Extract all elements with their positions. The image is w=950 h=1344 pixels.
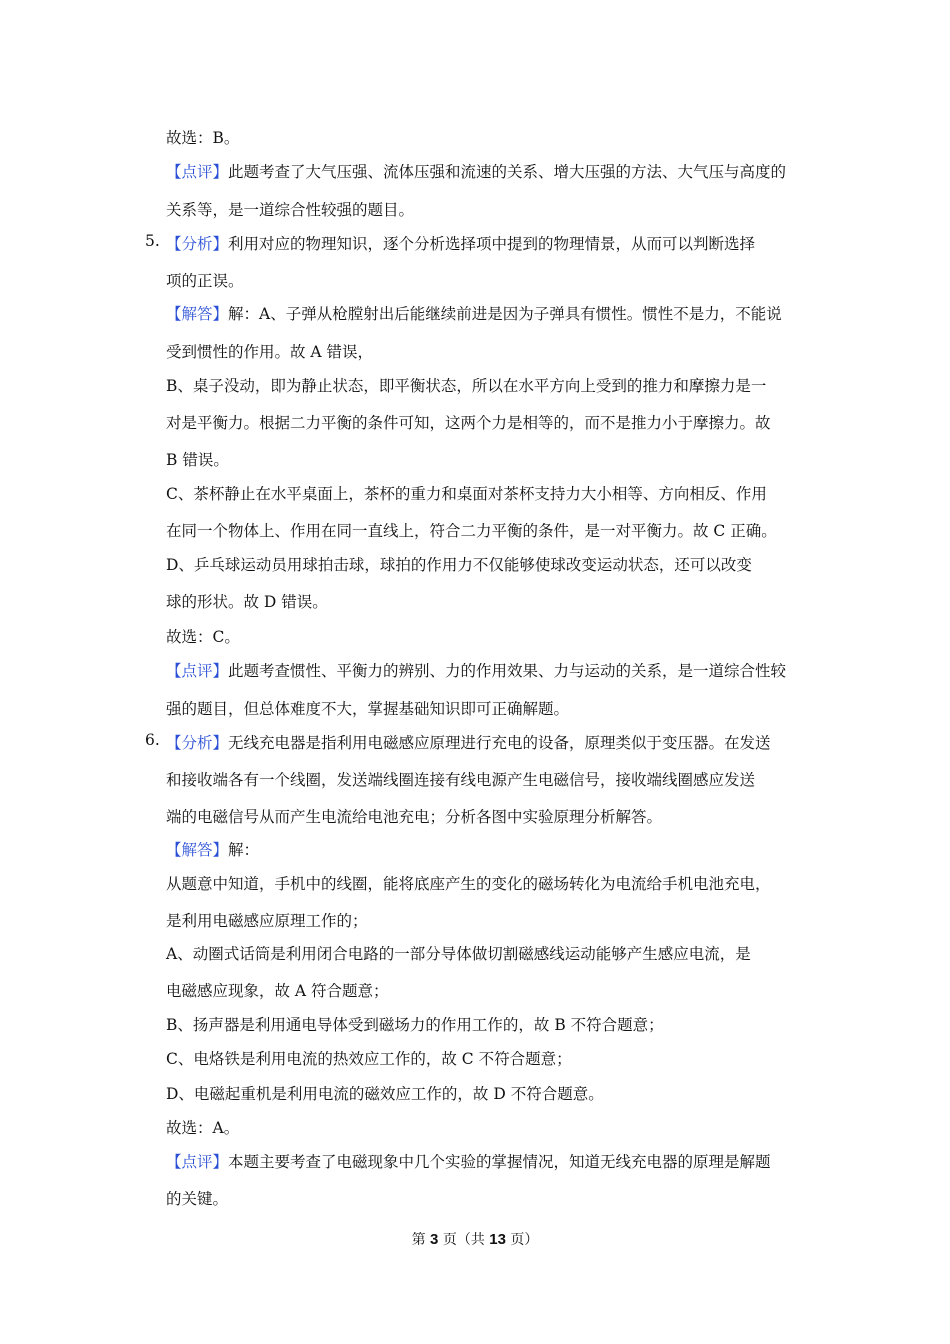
q6-option-a: A、动圈式话筒是利用闭合电路的一部分导体做切割磁感线运动能够产生感应电流，是 (166, 945, 751, 963)
q5-option-c-cont: 在同一个物体上、作用在同一直线上，符合二力平衡的条件，是一对平衡力。故 C 正确。 (166, 522, 777, 540)
q6-option-c: C、电烙铁是利用电流的热效应工作的，故 C 不符合题意； (166, 1050, 572, 1068)
q5-review-cont: 强的题目，但总体难度不大，掌握基础知识即可正确解题。 (166, 700, 570, 718)
q6-option-b: B、扬声器是利用通电导体受到磁场力的作用工作的，故 B 不符合题意； (166, 1016, 664, 1034)
q6-answer-text: 解： (228, 841, 260, 859)
q4-review-cont: 关系等，是一道综合性较强的题目。 (166, 201, 415, 219)
review-tag: 【点评】 (166, 662, 229, 680)
q5-review (166, 659, 786, 681)
q5-analysis (166, 232, 755, 254)
review-tag: 【点评】 (166, 163, 229, 181)
q6-choice: 故选：A。 (166, 1119, 240, 1137)
q5-answer-text: 解：A、子弹从枪膛射出后能继续前进是因为子弹具有惯性。惯性不是力，不能说 (228, 305, 782, 323)
footer-suffix: 页） (505, 1232, 539, 1248)
q5-option-b-end: B 错误。 (166, 451, 229, 469)
q5-answer (166, 302, 782, 324)
q5-answer-cont: 受到惯性的作用。故 A 错误， (166, 343, 374, 361)
q6-review (166, 1150, 771, 1172)
q6-number: 6. (145, 731, 160, 749)
q4-review-text: 此题考查了大气压强、流体压强和流速的关系、增大压强的方法、大气压与高度的 (228, 163, 787, 181)
q6-option-d: D、电磁起重机是利用电流的磁效应工作的，故 D 不符合题意。 (166, 1085, 604, 1103)
q6-analysis-end: 端的电磁信号从而产生电流给电池充电；分析各图中实验原理分析解答。 (166, 808, 663, 826)
q6-analysis (166, 731, 771, 753)
q5-option-c: C、茶杯静止在水平桌面上，茶杯的重力和桌面对茶杯支持力大小相等、方向相反、作用 (166, 485, 767, 503)
q6-option-a-cont: 电磁感应现象，故 A 符合题意； (166, 982, 389, 1000)
q4-choice: 故选：B。 (166, 129, 240, 147)
footer-prefix: 第 (411, 1232, 431, 1248)
q6-analysis-text: 无线充电器是指利用电磁感应原理进行充电的设备，原理类似于变压器。在发送 (228, 734, 771, 752)
footer-middle: 页（共 (438, 1232, 490, 1248)
q6-body-cont: 是利用电磁感应原理工作的； (166, 912, 368, 930)
q6-review-text: 本题主要考查了电磁现象中几个实验的掌握情况，知道无线充电器的原理是解题 (228, 1153, 771, 1171)
q6-analysis-cont: 和接收端各有一个线圈，发送端线圈连接有线电源产生电磁信号，接收端线圈感应发送 (166, 771, 756, 789)
page-footer (0, 1229, 950, 1249)
footer-page-number: 3 (430, 1231, 439, 1248)
q5-analysis-text: 利用对应的物理知识，逐个分析选择项中提到的物理情景，从而可以判断选择 (228, 235, 756, 253)
analysis-tag: 【分析】 (166, 235, 229, 253)
answer-tag: 【解答】 (166, 305, 229, 323)
q5-option-d-cont: 球的形状。故 D 错误。 (166, 593, 328, 611)
q5-choice: 故选：C。 (166, 628, 240, 646)
q5-analysis-cont: 项的正误。 (166, 272, 244, 290)
answer-tag: 【解答】 (166, 841, 229, 859)
review-tag: 【点评】 (166, 1153, 229, 1171)
q5-number: 5. (145, 232, 160, 250)
q5-option-b: B、桌子没动，即为静止状态，即平衡状态，所以在水平方向上受到的推力和摩擦力是一 (166, 377, 767, 395)
q6-review-cont: 的关键。 (166, 1190, 229, 1208)
footer-total-pages: 13 (489, 1231, 506, 1248)
q5-option-b-cont: 对是平衡力。根据二力平衡的条件可知，这两个力是相等的，而不是推力小于摩擦力。故 (166, 414, 771, 432)
q4-review (166, 160, 786, 182)
analysis-tag: 【分析】 (166, 734, 229, 752)
q5-option-d: D、乒乓球运动员用球拍击球，球拍的作用力不仅能够使球改变运动状态，还可以改变 (166, 556, 752, 574)
q6-answer (166, 838, 259, 860)
q5-review-text: 此题考查惯性、平衡力的辨别、力的作用效果、力与运动的关系，是一道综合性较 (228, 662, 787, 680)
q6-body: 从题意中知道，手机中的线圈，能将底座产生的变化的磁场转化为电流给手机电池充电， (166, 875, 771, 893)
